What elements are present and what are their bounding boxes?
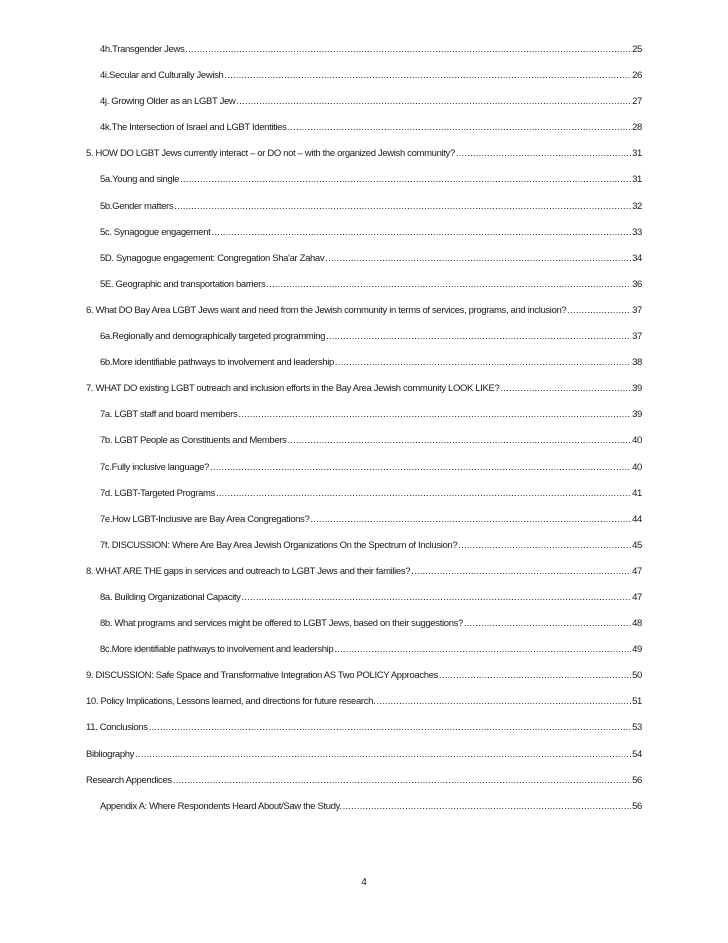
toc-entry-page: 32 — [632, 200, 642, 212]
toc-entry-title: 5a.Young and single — [100, 174, 180, 186]
toc-entry-page: 31 — [632, 148, 642, 160]
toc-entry-page: 49 — [632, 644, 642, 656]
toc-entry-page: 33 — [632, 226, 642, 238]
toc-leader-dots — [343, 801, 631, 812]
toc-leader-dots — [326, 331, 631, 342]
toc-entry[interactable] — [86, 488, 642, 514]
toc-leader-dots — [180, 174, 631, 185]
toc-leader-dots — [500, 383, 631, 394]
toc-entry[interactable] — [86, 435, 642, 461]
toc-entry[interactable] — [86, 201, 642, 227]
toc-entry-title: 7c.Fully inclusive language? — [100, 461, 210, 473]
toc-leader-dots — [210, 462, 631, 473]
toc-entry[interactable] — [86, 227, 642, 253]
toc-entry-page: 44 — [632, 513, 642, 525]
toc-entry-page: 56 — [632, 774, 642, 786]
toc-entry-title: 6b.More identifiable pathways to involvement and leadership — [100, 357, 334, 369]
toc-entry-page: 39 — [632, 383, 642, 395]
toc-leader-dots — [456, 148, 631, 159]
toc-entry-title: 4j. Growing Older as an LGBT Jew — [100, 96, 236, 108]
toc-leader-dots — [135, 749, 631, 760]
toc-entry-title: 8a. Building Organizational Capacity — [100, 591, 241, 603]
toc-entry-page: 50 — [632, 670, 642, 682]
toc-entry-title: 7e.How LGBT-Inclusive are Bay Area Congregations? — [100, 513, 310, 525]
toc-entry-page: 40 — [632, 435, 642, 447]
toc-entry-page: 34 — [632, 252, 642, 264]
toc-entry[interactable] — [86, 331, 642, 357]
toc-leader-dots — [376, 696, 631, 707]
toc-entry-page: 45 — [632, 539, 642, 551]
toc-leader-dots — [288, 435, 632, 446]
toc-entry-title: 5E. Geographic and transportation barriers — [100, 278, 266, 290]
toc-entry[interactable] — [86, 409, 642, 435]
table-of-contents — [86, 44, 642, 827]
toc-entry-title: 8b. What programs and services might be offered to LGBT Jews, based on their suggestions? — [100, 618, 463, 630]
toc-entry[interactable] — [86, 644, 642, 670]
toc-leader-dots — [266, 279, 631, 290]
toc-entry-page: 41 — [632, 487, 642, 499]
toc-leader-dots — [464, 618, 631, 629]
toc-entry[interactable] — [86, 279, 642, 305]
toc-leader-dots — [185, 44, 631, 55]
toc-entry[interactable] — [86, 305, 642, 331]
toc-leader-dots — [439, 670, 631, 681]
toc-leader-dots — [567, 305, 631, 316]
toc-entry-title: 6a.Regionally and demographically targeted programming — [100, 331, 326, 343]
toc-entry-page: 48 — [632, 618, 642, 630]
toc-entry-page: 51 — [632, 696, 642, 708]
toc-entry[interactable] — [86, 253, 642, 279]
toc-entry-page: 37 — [632, 331, 642, 343]
toc-leader-dots — [149, 722, 631, 733]
toc-entry[interactable] — [86, 696, 642, 722]
toc-leader-dots — [310, 514, 631, 525]
toc-entry[interactable] — [86, 357, 642, 383]
toc-entry-title: 5c. Synagogue engagement — [100, 226, 211, 238]
toc-leader-dots — [334, 644, 631, 655]
toc-entry-title: 9. DISCUSSION: Safe Space and Transformative Integration AS Two POLICY Approaches — [86, 670, 439, 682]
toc-leader-dots — [325, 253, 631, 264]
toc-entry[interactable] — [86, 122, 642, 148]
toc-entry-title: Bibliography — [86, 748, 135, 760]
toc-entry-title: 7b. LGBT People as Constituents and Members — [100, 435, 287, 447]
toc-leader-dots — [288, 122, 632, 133]
toc-leader-dots — [173, 775, 631, 786]
toc-entry[interactable] — [86, 722, 642, 748]
toc-entry-page: 27 — [632, 96, 642, 108]
toc-entry[interactable] — [86, 540, 642, 566]
toc-entry-title: 6. What DO Bay Area LGBT Jews want and need from the Jewish community in terms of services, programs, and inclusion? — [86, 304, 567, 316]
toc-leader-dots — [236, 96, 631, 107]
toc-entry[interactable] — [86, 801, 642, 827]
toc-entry-title: 7f. DISCUSSION: Where Are Bay Area Jewish Organizations On the Spectrum of Inclusion? — [100, 539, 458, 551]
toc-leader-dots — [174, 201, 631, 212]
toc-leader-dots — [224, 70, 631, 81]
toc-entry-title: 4k.The Intersection of Israel and LGBT Identities — [100, 122, 287, 134]
toc-leader-dots — [216, 488, 631, 499]
toc-entry-page: 54 — [632, 748, 642, 760]
toc-entry-title: 10. Policy Implications, Lessons learned, and directions for future research. — [86, 696, 376, 708]
toc-entry[interactable] — [86, 148, 642, 174]
toc-leader-dots — [458, 540, 631, 551]
toc-entry-page: 25 — [632, 44, 642, 55]
toc-entry-title: 4h.Transgender Jews — [100, 44, 185, 55]
page-number: 4 — [361, 877, 367, 888]
toc-entry-title: 4i.Secular and Culturally Jewish — [100, 70, 224, 82]
toc-leader-dots — [238, 409, 631, 420]
toc-entry[interactable] — [86, 566, 642, 592]
toc-entry-title: 5D. Synagogue engagement: Congregation Sha'ar Zahav — [100, 252, 325, 264]
toc-entry-page: 47 — [632, 591, 642, 603]
toc-entry[interactable] — [86, 174, 642, 200]
toc-entry-page: 28 — [632, 122, 642, 134]
toc-leader-dots — [211, 227, 631, 238]
toc-entry-title: 11. Conclusions — [86, 722, 148, 734]
toc-entry[interactable] — [86, 383, 642, 409]
toc-entry-page: 53 — [632, 722, 642, 734]
toc-entry-page: 37 — [632, 304, 642, 316]
toc-entry-page: 56 — [632, 800, 642, 812]
toc-entry[interactable] — [86, 96, 642, 122]
toc-entry-title: Research Appendices — [86, 774, 172, 786]
toc-entry-title: Appendix A: Where Respondents Heard About/Saw the Study. — [100, 800, 342, 812]
toc-entry-title: 8c.More identifiable pathways to involvement and leadership — [100, 644, 334, 656]
toc-entry-page: 40 — [632, 461, 642, 473]
toc-entry-page: 47 — [632, 565, 642, 577]
toc-entry[interactable] — [86, 44, 642, 70]
toc-entry-page: 26 — [632, 70, 642, 82]
toc-entry[interactable] — [86, 749, 642, 775]
toc-entry-title: 7a. LGBT staff and board members — [100, 409, 238, 421]
toc-leader-dots — [242, 592, 632, 603]
toc-entry-page: 36 — [632, 278, 642, 290]
toc-entry[interactable] — [86, 618, 642, 644]
toc-entry-title: 8. WHAT ARE THE gaps in services and outreach to LGBT Jews and their families? — [86, 565, 411, 577]
toc-leader-dots — [335, 357, 631, 368]
toc-entry-title: 5. HOW DO LGBT Jews currently interact – or DO not – with the organized Jewish community? — [86, 148, 455, 160]
toc-entry[interactable] — [86, 70, 642, 96]
toc-leader-dots — [411, 566, 631, 577]
toc-entry-page: 31 — [632, 174, 642, 186]
toc-entry[interactable] — [86, 670, 642, 696]
toc-entry-page: 39 — [632, 409, 642, 421]
toc-entry-title: 7. WHAT DO existing LGBT outreach and inclusion efforts in the Bay Area Jewish community LOOK LIKE? — [86, 383, 500, 395]
toc-entry[interactable] — [86, 462, 642, 488]
toc-entry-title: 5b.Gender matters — [100, 200, 174, 212]
toc-entry[interactable] — [86, 775, 642, 801]
toc-entry-title: 7d. LGBT-Targeted Programs — [100, 487, 215, 499]
toc-entry[interactable] — [86, 514, 642, 540]
toc-entry[interactable] — [86, 592, 642, 618]
toc-entry-page: 38 — [632, 357, 642, 369]
